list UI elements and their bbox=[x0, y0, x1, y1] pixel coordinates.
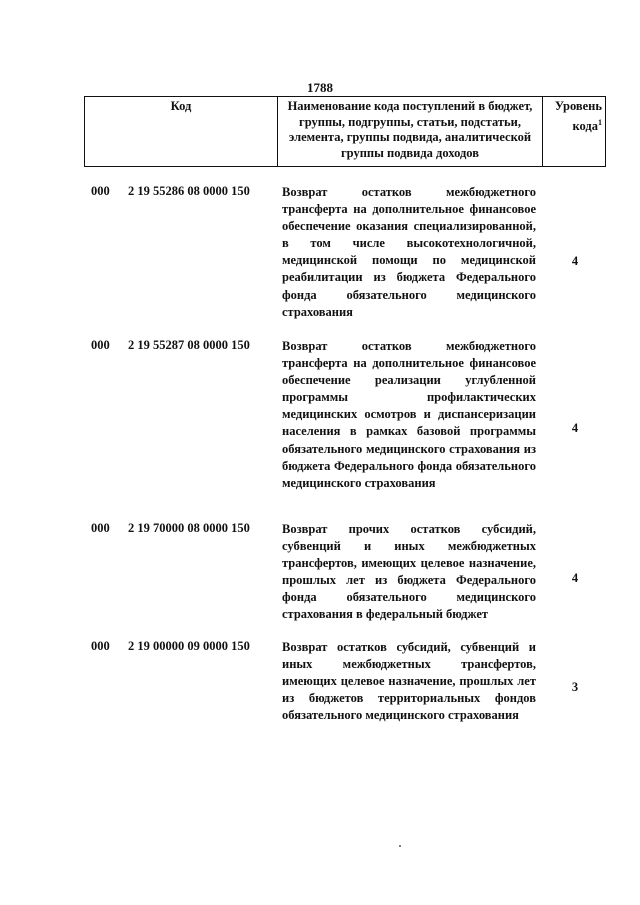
header-level-label: Уровень кода bbox=[554, 99, 602, 133]
row-description: Возврат остатков субсидий, субвенций и иных межбюджетных трансфертов, имеющих целевое назначение, прошлых лет из бюджетов территориальных фондов обязательного медицинского страхования bbox=[282, 640, 536, 723]
row-income-code: 2 19 00000 09 0000 150 bbox=[128, 639, 250, 653]
row-description: Возврат остатков межбюджетного трансферта на дополнительное финансовое обеспечение оказания специализированной, в том числе высокотехнологичной, медицинской помощи по медицинской реабилитации из бюджета Федерального фонда обязательного медицинского страхования bbox=[282, 185, 536, 319]
table-header bbox=[84, 96, 606, 167]
row-admin-code: 000 bbox=[91, 184, 110, 198]
page-number: 1788 bbox=[307, 80, 333, 95]
row-level: 4 bbox=[571, 254, 579, 268]
row-income-code: 2 19 55287 08 0000 150 bbox=[128, 338, 250, 352]
header-level bbox=[543, 97, 606, 167]
row-admin-code: 000 bbox=[91, 639, 110, 653]
row-level: 3 bbox=[571, 680, 579, 694]
header-level-footnote: 1 bbox=[598, 117, 602, 127]
row-income-code: 2 19 55286 08 0000 150 bbox=[128, 184, 250, 198]
header-code: Код bbox=[85, 97, 278, 167]
row-admin-code: 000 bbox=[91, 338, 110, 352]
row-description: Возврат прочих остатков субсидий, субвенций и иных межбюджетных трансфертов, имеющих целевое назначение, прошлых лет из бюджета Федерального фонда обязательного медицинского страхования в федеральный бюджет bbox=[282, 522, 536, 622]
row-income-code: 2 19 70000 08 0000 150 bbox=[128, 521, 250, 535]
row-level: 4 bbox=[571, 571, 579, 585]
row-admin-code: 000 bbox=[91, 521, 110, 535]
row-description: Возврат остатков межбюджетного трансферта на дополнительное финансовое обеспечение реализации углубленной программы профилактических медицинских осмотров и диспансеризации населения в рамках базовой программы обязательного медицинского страхования из бюджета Федерального фонда обязательного медицинского страхования bbox=[282, 339, 536, 490]
scan-speck bbox=[399, 845, 401, 847]
row-level: 4 bbox=[571, 421, 579, 435]
header-name: Наименование кода поступлений в бюджет, группы, подгруппы, статьи, подстатьи, элемента, группы подвида, аналитической группы подвида доходов bbox=[278, 97, 543, 167]
